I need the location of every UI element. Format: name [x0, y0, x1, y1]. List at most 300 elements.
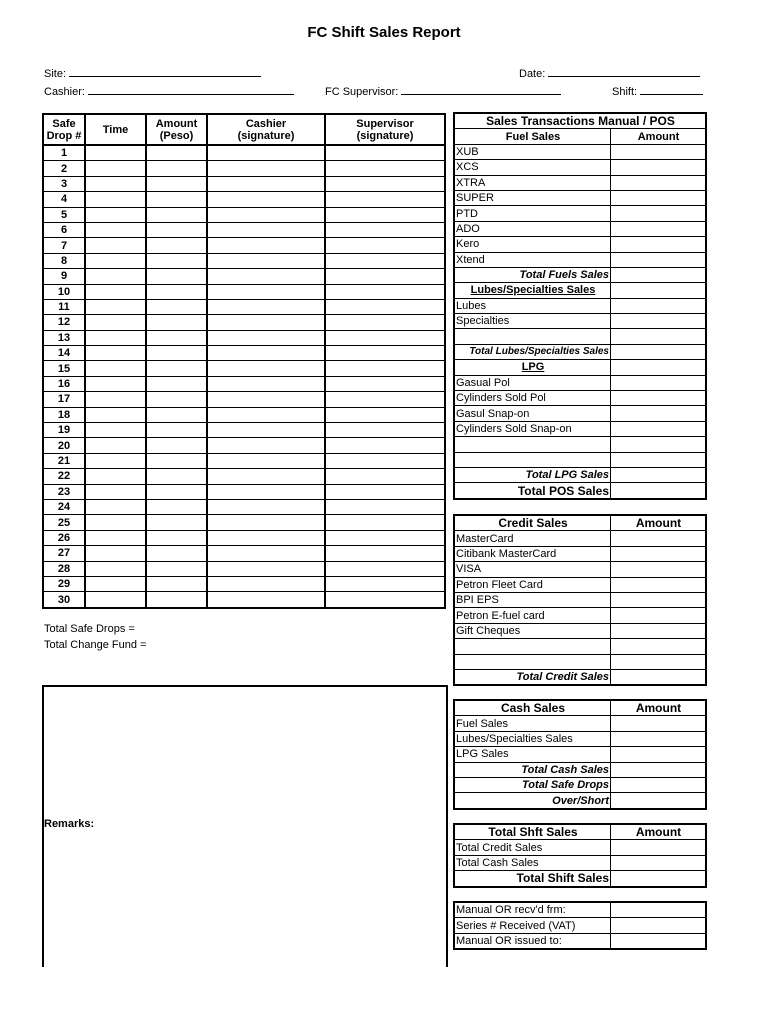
fuel-item-amount[interactable] [611, 160, 707, 175]
supervisor-signature-cell[interactable] [325, 499, 445, 514]
safe-drop-row [43, 438, 445, 453]
time-cell[interactable] [85, 453, 146, 468]
lubes-item-row [454, 298, 706, 313]
supervisor-signature-cell[interactable] [325, 592, 445, 608]
safe-drop-number: 11 [43, 299, 85, 314]
cashier-signature-cell[interactable] [207, 315, 325, 330]
safe-drop-number: 3 [43, 176, 85, 191]
amount-cell[interactable] [146, 469, 207, 484]
credit-item-label: MasterCard [454, 531, 611, 546]
supervisor-signature-cell[interactable] [325, 376, 445, 391]
cashier-signature-cell[interactable] [207, 284, 325, 299]
supervisor-signature-cell[interactable] [325, 546, 445, 561]
supervisor-signature-cell[interactable] [325, 207, 445, 222]
amount-cell[interactable] [146, 592, 207, 608]
cashier-signature-cell[interactable] [207, 269, 325, 284]
supervisor-signature-cell[interactable] [325, 299, 445, 314]
lubes-item-row [454, 314, 706, 329]
credit-item-label: BPI EPS [454, 592, 611, 607]
cashier-signature-cell[interactable] [207, 484, 325, 499]
lubes-item-amount[interactable] [611, 298, 707, 313]
credit-item-row [454, 562, 706, 577]
credit-item-row [454, 623, 706, 638]
total-shift-sales-table [453, 823, 707, 888]
time-cell[interactable] [85, 499, 146, 514]
cash-item-amount[interactable] [611, 731, 707, 746]
shift-item-row [454, 840, 706, 855]
amount-cell[interactable] [146, 576, 207, 591]
credit-item-label: Petron Fleet Card [454, 577, 611, 592]
lubes-item-amount[interactable] [611, 314, 707, 329]
cashier-field[interactable] [44, 84, 294, 98]
amount-cell[interactable] [146, 176, 207, 191]
cashier-signature-cell[interactable] [207, 361, 325, 376]
amount-cell[interactable] [146, 392, 207, 407]
over-short-amount[interactable] [611, 793, 707, 809]
date-line[interactable] [548, 66, 700, 77]
supervisor-signature-cell[interactable] [325, 269, 445, 284]
cashier-signature-cell[interactable] [207, 561, 325, 576]
amount-cell[interactable] [146, 361, 207, 376]
report-title: FC Shift Sales Report [307, 24, 461, 41]
cashier-signature-cell[interactable] [207, 299, 325, 314]
fc-supervisor-line[interactable] [401, 84, 561, 95]
safe-drop-number: 14 [43, 346, 85, 361]
safe-drop-number: 8 [43, 253, 85, 268]
cashier-signature-cell[interactable] [207, 145, 325, 161]
amount-cell[interactable] [146, 161, 207, 176]
fuel-item-amount[interactable] [611, 206, 707, 221]
credit-sales-title: Credit Sales [454, 515, 611, 531]
supervisor-signature-cell[interactable] [325, 145, 445, 161]
fuel-item-row [454, 160, 706, 175]
supervisor-signature-cell[interactable] [325, 392, 445, 407]
fuel-item-amount[interactable] [611, 175, 707, 190]
cashier-signature-cell[interactable] [207, 423, 325, 438]
credit-item-amount[interactable] [611, 531, 707, 546]
lpg-item-row [454, 421, 706, 436]
time-cell[interactable] [85, 592, 146, 608]
fuel-item-amount[interactable] [611, 252, 707, 267]
supervisor-signature-cell[interactable] [325, 253, 445, 268]
time-cell[interactable] [85, 407, 146, 422]
lpg-heading: LPG [454, 360, 611, 375]
fuel-item-label: Xtend [454, 252, 611, 267]
shift-item-amount[interactable] [611, 855, 707, 870]
time-cell[interactable] [85, 346, 146, 361]
fuel-item-amount[interactable] [611, 190, 707, 205]
shift-line[interactable] [640, 84, 703, 95]
amount-cell[interactable] [146, 330, 207, 345]
lpg-item-row [454, 375, 706, 390]
fuel-item-row [454, 144, 706, 159]
safe-drop-number: 28 [43, 561, 85, 576]
time-cell[interactable] [85, 469, 146, 484]
cashier-signature-cell[interactable] [207, 546, 325, 561]
credit-item-label: Petron E-fuel card [454, 608, 611, 623]
total-safe-drops-row-label: Total Safe Drops [454, 777, 611, 792]
safe-drop-number: 5 [43, 207, 85, 222]
time-cell[interactable] [85, 192, 146, 207]
amount-cell[interactable] [146, 269, 207, 284]
total-pos-amount[interactable] [611, 483, 707, 499]
cashier-signature-cell[interactable] [207, 238, 325, 253]
supervisor-signature-cell[interactable] [325, 561, 445, 576]
safe-drop-row [43, 576, 445, 591]
time-cell[interactable] [85, 546, 146, 561]
cashier-signature-cell[interactable] [207, 192, 325, 207]
cash-sales-title: Cash Sales [454, 700, 611, 716]
credit-item-amount[interactable] [611, 562, 707, 577]
safe-drop-number: 9 [43, 269, 85, 284]
lpg-item-label: Cylinders Sold Snap-on [454, 421, 611, 436]
manual-or-row [454, 902, 706, 918]
amount-cell[interactable] [146, 515, 207, 530]
total-change-fund-label: Total Change Fund = [44, 639, 147, 651]
fuel-item-row [454, 175, 706, 190]
site-line[interactable] [69, 66, 261, 77]
amount-cell[interactable] [146, 346, 207, 361]
amount-cell[interactable] [146, 238, 207, 253]
cashier-line[interactable] [88, 84, 294, 95]
total-credit-label: Total Credit Sales [454, 669, 611, 685]
cash-item-row [454, 731, 706, 746]
cashier-signature-cell[interactable] [207, 161, 325, 176]
amount-cell[interactable] [146, 376, 207, 391]
safe-drop-number: 23 [43, 484, 85, 499]
time-cell[interactable] [85, 484, 146, 499]
amount-cell[interactable] [146, 299, 207, 314]
credit-item-amount[interactable] [611, 577, 707, 592]
fc-supervisor-field[interactable] [325, 84, 561, 98]
blank-amount[interactable] [611, 639, 707, 654]
safe-drop-row [43, 253, 445, 268]
date-field[interactable] [519, 66, 700, 80]
time-cell[interactable] [85, 284, 146, 299]
fuel-item-row [454, 252, 706, 267]
amount-cell[interactable] [146, 453, 207, 468]
safe-drop-number: 25 [43, 515, 85, 530]
credit-item-label: VISA [454, 562, 611, 577]
amount-cell[interactable] [146, 438, 207, 453]
amount-cell[interactable] [146, 315, 207, 330]
total-cash-label: Total Cash Sales [454, 762, 611, 777]
credit-item-row [454, 608, 706, 623]
supervisor-signature-cell[interactable] [325, 284, 445, 299]
lpg-item-amount[interactable] [611, 375, 707, 390]
total-shift-sales-label: Total Shift Sales [454, 871, 611, 887]
manual-or-label: Manual OR issued to: [454, 933, 611, 949]
cash-item-amount[interactable] [611, 716, 707, 731]
supervisor-signature-cell[interactable] [325, 222, 445, 237]
cashier-signature-cell[interactable] [207, 515, 325, 530]
fuel-item-label: XTRA [454, 175, 611, 190]
supervisor-signature-cell[interactable] [325, 469, 445, 484]
time-cell[interactable] [85, 423, 146, 438]
time-cell[interactable] [85, 222, 146, 237]
safe-drop-row [43, 499, 445, 514]
cashier-signature-cell[interactable] [207, 576, 325, 591]
fuel-item-label: PTD [454, 206, 611, 221]
cashier-signature-cell[interactable] [207, 346, 325, 361]
supervisor-signature-cell[interactable] [325, 238, 445, 253]
time-cell[interactable] [85, 330, 146, 345]
total-shift-title: Total Shft Sales [454, 824, 611, 840]
amount-cell[interactable] [146, 192, 207, 207]
cashier-signature-cell[interactable] [207, 469, 325, 484]
amount-cell[interactable] [146, 423, 207, 438]
cash-item-label: Fuel Sales [454, 716, 611, 731]
blank-amount[interactable] [611, 329, 707, 344]
header-time: Time [85, 114, 146, 145]
lubes-heading: Lubes/Specialties Sales [454, 283, 611, 298]
cashier-signature-cell[interactable] [207, 253, 325, 268]
total-safe-drops-amount[interactable] [611, 777, 707, 792]
cashier-signature-cell[interactable] [207, 176, 325, 191]
safe-drop-number: 21 [43, 453, 85, 468]
safe-drop-number: 4 [43, 192, 85, 207]
manual-or-table [453, 901, 707, 950]
remarks-label: Remarks: [44, 818, 95, 830]
cashier-signature-cell[interactable] [207, 407, 325, 422]
safe-drop-row [43, 315, 445, 330]
credit-item-row [454, 592, 706, 607]
remarks-box[interactable] [42, 685, 448, 967]
total-lubes-label: Total Lubes/Specialties Sales [454, 344, 611, 359]
manual-or-amount[interactable] [611, 933, 707, 949]
credit-amount-header: Amount [611, 515, 707, 531]
lubes-item-label: Lubes [454, 298, 611, 313]
total-lpg-label: Total LPG Sales [454, 467, 611, 482]
total-pos-label: Total POS Sales [454, 483, 611, 499]
lpg-item-amount[interactable] [611, 391, 707, 406]
manual-or-amount[interactable] [611, 902, 707, 918]
manual-or-row [454, 918, 706, 933]
amount-cell[interactable] [146, 145, 207, 161]
credit-item-amount[interactable] [611, 546, 707, 561]
supervisor-signature-cell[interactable] [325, 438, 445, 453]
supervisor-signature-cell[interactable] [325, 530, 445, 545]
fuel-item-row [454, 237, 706, 252]
total-lpg-amount[interactable] [611, 467, 707, 482]
supervisor-signature-cell[interactable] [325, 361, 445, 376]
site-field[interactable] [44, 66, 261, 80]
header-supervisor-signature: Supervisor (signature) [325, 114, 445, 145]
supervisor-signature-cell[interactable] [325, 346, 445, 361]
amount-cell[interactable] [146, 546, 207, 561]
safe-drop-row [43, 299, 445, 314]
amount-header: Amount [611, 129, 707, 144]
date-label: Date: [519, 68, 546, 80]
total-shift-sales-amount[interactable] [611, 871, 707, 887]
amount-cell[interactable] [146, 499, 207, 514]
amount-cell[interactable] [146, 284, 207, 299]
safe-drop-row [43, 330, 445, 345]
amount-cell[interactable] [146, 222, 207, 237]
cashier-signature-cell[interactable] [207, 530, 325, 545]
time-cell[interactable] [85, 238, 146, 253]
time-cell[interactable] [85, 269, 146, 284]
shift-item-amount[interactable] [611, 840, 707, 855]
blank-amount[interactable] [611, 654, 707, 669]
amount-cell[interactable] [146, 253, 207, 268]
safe-drop-row [43, 484, 445, 499]
supervisor-signature-cell[interactable] [325, 192, 445, 207]
credit-sales-table [453, 514, 707, 686]
safe-drop-number: 19 [43, 423, 85, 438]
manual-or-label: Series # Received (VAT) [454, 918, 611, 933]
safe-drop-row [43, 423, 445, 438]
safe-drop-number: 13 [43, 330, 85, 345]
safe-drop-row [43, 192, 445, 207]
total-credit-amount[interactable] [611, 669, 707, 685]
time-cell[interactable] [85, 576, 146, 591]
fuel-item-row [454, 221, 706, 236]
safe-drop-row [43, 453, 445, 468]
total-lubes-amount[interactable] [611, 344, 707, 359]
time-cell[interactable] [85, 515, 146, 530]
lpg-item-label: Gasul Snap-on [454, 406, 611, 421]
safe-drop-row [43, 176, 445, 191]
time-cell[interactable] [85, 438, 146, 453]
safe-drop-number: 16 [43, 376, 85, 391]
safe-drop-row [43, 346, 445, 361]
amount-cell[interactable] [146, 484, 207, 499]
safe-drop-number: 29 [43, 576, 85, 591]
header-cashier-signature: Cashier (signature) [207, 114, 325, 145]
manual-or-amount[interactable] [611, 918, 707, 933]
cashier-signature-cell[interactable] [207, 499, 325, 514]
supervisor-signature-cell[interactable] [325, 330, 445, 345]
cash-item-label: Lubes/Specialties Sales [454, 731, 611, 746]
manual-or-row [454, 933, 706, 949]
credit-item-amount[interactable] [611, 608, 707, 623]
manual-or-label: Manual OR recv'd frm: [454, 902, 611, 918]
supervisor-signature-cell[interactable] [325, 423, 445, 438]
shift-item-label: Total Cash Sales [454, 855, 611, 870]
safe-drop-row [43, 407, 445, 422]
cashier-signature-cell[interactable] [207, 453, 325, 468]
amount-cell[interactable] [146, 530, 207, 545]
over-short-label: Over/Short [454, 793, 611, 809]
credit-item-row [454, 546, 706, 561]
time-cell[interactable] [85, 530, 146, 545]
lpg-item-amount[interactable] [611, 421, 707, 436]
safe-drop-row [43, 145, 445, 161]
safe-drop-row [43, 515, 445, 530]
cashier-signature-cell[interactable] [207, 438, 325, 453]
credit-item-amount[interactable] [611, 623, 707, 638]
time-cell[interactable] [85, 176, 146, 191]
time-cell[interactable] [85, 145, 146, 161]
lpg-heading-amount [611, 360, 707, 375]
supervisor-signature-cell[interactable] [325, 576, 445, 591]
supervisor-signature-cell[interactable] [325, 484, 445, 499]
amount-cell[interactable] [146, 207, 207, 222]
cash-sales-table [453, 699, 707, 810]
shift-label: Shift: [612, 86, 638, 98]
shift-field[interactable] [612, 84, 703, 98]
safe-drop-number: 1 [43, 145, 85, 161]
supervisor-signature-cell[interactable] [325, 515, 445, 530]
amount-cell[interactable] [146, 407, 207, 422]
credit-item-label: Gift Cheques [454, 623, 611, 638]
fuel-item-label: XCS [454, 160, 611, 175]
cashier-signature-cell[interactable] [207, 376, 325, 391]
cash-item-amount[interactable] [611, 747, 707, 762]
safe-drop-row [43, 376, 445, 391]
lubes-item-label: Specialties [454, 314, 611, 329]
credit-item-label: Citibank MasterCard [454, 546, 611, 561]
cashier-signature-cell[interactable] [207, 392, 325, 407]
header-amount: Amount (Peso) [146, 114, 207, 145]
shift-amount-header: Amount [611, 824, 707, 840]
time-cell[interactable] [85, 299, 146, 314]
time-cell[interactable] [85, 253, 146, 268]
cashier-signature-cell[interactable] [207, 330, 325, 345]
safe-drop-number: 20 [43, 438, 85, 453]
total-fuels-amount[interactable] [611, 267, 707, 282]
safe-drop-number: 17 [43, 392, 85, 407]
safe-drop-row [43, 207, 445, 222]
cashier-signature-cell[interactable] [207, 222, 325, 237]
supervisor-signature-cell[interactable] [325, 315, 445, 330]
time-cell[interactable] [85, 161, 146, 176]
fuel-item-label: SUPER [454, 190, 611, 205]
sales-transactions-table [453, 112, 707, 500]
time-cell[interactable] [85, 392, 146, 407]
cash-item-label: LPG Sales [454, 747, 611, 762]
blank-amount[interactable] [611, 452, 707, 467]
safe-drop-number: 24 [43, 499, 85, 514]
cashier-signature-cell[interactable] [207, 592, 325, 608]
cashier-label: Cashier: [44, 86, 85, 98]
site-label: Site: [44, 68, 67, 80]
supervisor-signature-cell[interactable] [325, 453, 445, 468]
time-cell[interactable] [85, 561, 146, 576]
time-cell[interactable] [85, 361, 146, 376]
time-cell[interactable] [85, 207, 146, 222]
lpg-item-label: Gasual Pol [454, 375, 611, 390]
fuel-item-amount[interactable] [611, 237, 707, 252]
supervisor-signature-cell[interactable] [325, 176, 445, 191]
total-cash-amount[interactable] [611, 762, 707, 777]
time-cell[interactable] [85, 315, 146, 330]
lpg-item-amount[interactable] [611, 406, 707, 421]
fuel-item-amount[interactable] [611, 144, 707, 159]
fuel-item-row [454, 206, 706, 221]
safe-drop-table [42, 113, 446, 609]
safe-drop-row [43, 269, 445, 284]
safe-drop-number: 26 [43, 530, 85, 545]
fuel-item-amount[interactable] [611, 221, 707, 236]
shift-item-row [454, 855, 706, 870]
supervisor-signature-cell[interactable] [325, 407, 445, 422]
amount-cell[interactable] [146, 561, 207, 576]
cash-amount-header: Amount [611, 700, 707, 716]
time-cell[interactable] [85, 376, 146, 391]
safe-drop-row [43, 392, 445, 407]
credit-item-amount[interactable] [611, 592, 707, 607]
safe-drop-row [43, 592, 445, 608]
cashier-signature-cell[interactable] [207, 207, 325, 222]
lubes-heading-amount [611, 283, 707, 298]
safe-drop-number: 22 [43, 469, 85, 484]
credit-item-row [454, 531, 706, 546]
cash-item-row [454, 716, 706, 731]
supervisor-signature-cell[interactable] [325, 161, 445, 176]
blank-amount[interactable] [611, 437, 707, 452]
